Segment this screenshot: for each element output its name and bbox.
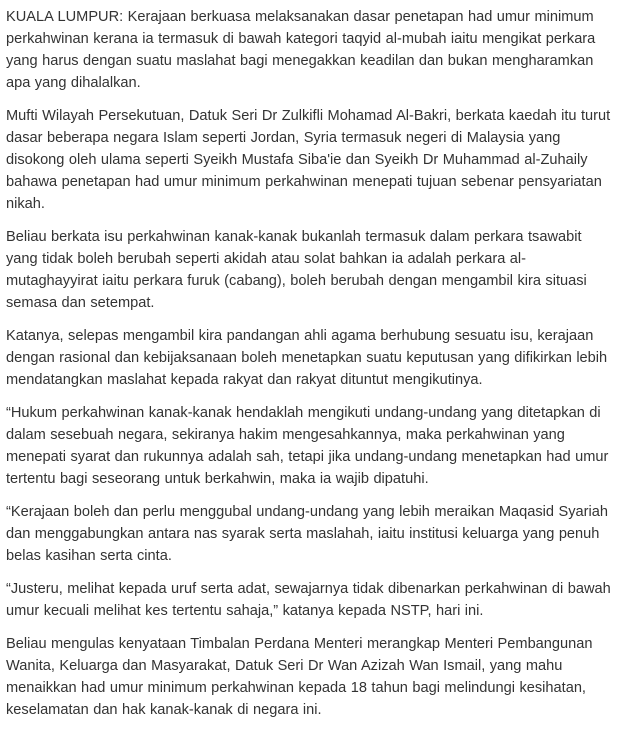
- paragraph-4: Katanya, selepas mengambil kira pandangan ahli agama berhubung sesuatu isu, kerajaan dengan rasional dan kebijaksanaan boleh menetapkan suatu keputusan yang difikirkan lebih mendatangkan maslahat kepada rakyat dan rakyat dituntut mengikutinya.: [6, 328, 608, 388]
- paragraph-8: Beliau mengulas kenyataan Timbalan Perdana Menteri merangkap Menteri Pembangunan Wanita, Keluarga dan Masyarakat, Datuk Seri Dr Wan Azizah Wan Ismail, yang mahu menaikkan had umur minimum perkahwinan kepada 18 tahun bagi melindungi kesihatan, keselamatan dan hak kanak-kanak di negara ini.: [6, 636, 593, 718]
- paragraph-7: “Justeru, melihat kepada uruf serta adat, sewajarnya tidak dibenarkan perkahwinan di bawah umur kecuali melihat kes tertentu sahaja,” katanya kepada NSTP, hari ini.: [6, 581, 611, 619]
- paragraph-6: “Kerajaan boleh dan perlu menggubal undang-undang yang lebih meraikan Maqasid Syariah dan menggabungkan antara nas syarak serta maslahah, iaitu institusi keluarga yang penuh belas kasihan serta cinta.: [6, 504, 608, 564]
- paragraph-3: Beliau berkata isu perkahwinan kanak-kanak bukanlah termasuk dalam perkara tsawabit yang tidak boleh berubah seperti akidah atau solat bahkan ia adalah perkara al-mutaghayyirat iaitu perkara furuk (cabang), boleh berubah dengan mengambil kira situasi semasa dan setempat.: [6, 229, 587, 311]
- paragraph-2: Mufti Wilayah Persekutuan, Datuk Seri Dr Zulkifli Mohamad Al-Bakri, berkata kaedah itu turut dasar beberapa negara Islam seperti Jordan, Syria termasuk negeri di Malaysia yang disokong oleh ulama seperti Syeikh Mustafa Siba'ie dan Syeikh Dr Muhammad al-Zuhaily bahawa penetapan had umur minimum perkahwinan menepati tujuan sebenar pensyariatan nikah.: [6, 108, 611, 212]
- paragraph-1: KUALA LUMPUR: Kerajaan berkuasa melaksanakan dasar penetapan had umur minimum perkahwinan kerana ia termasuk di bawah kategori taqyid al-mubah iaitu mengikat perkara yang harus dengan suatu maslahat bagi menegakkan keadilan dan bukan mengharamkan apa yang dihalalkan.: [6, 9, 596, 91]
- article-body: [6, 6, 617, 732]
- paragraph-5: “Hukum perkahwinan kanak-kanak hendaklah mengikuti undang-undang yang ditetapkan di dalam sesebuah negara, sekiranya hakim mengesahkannya, maka perkahwinan yang menepati syarat dan rukunnya adalah sah, tetapi jika undang-undang menetapkan had umur tertentu bagi seseorang untuk berkahwin, maka ia wajib dipatuhi.: [6, 405, 609, 487]
